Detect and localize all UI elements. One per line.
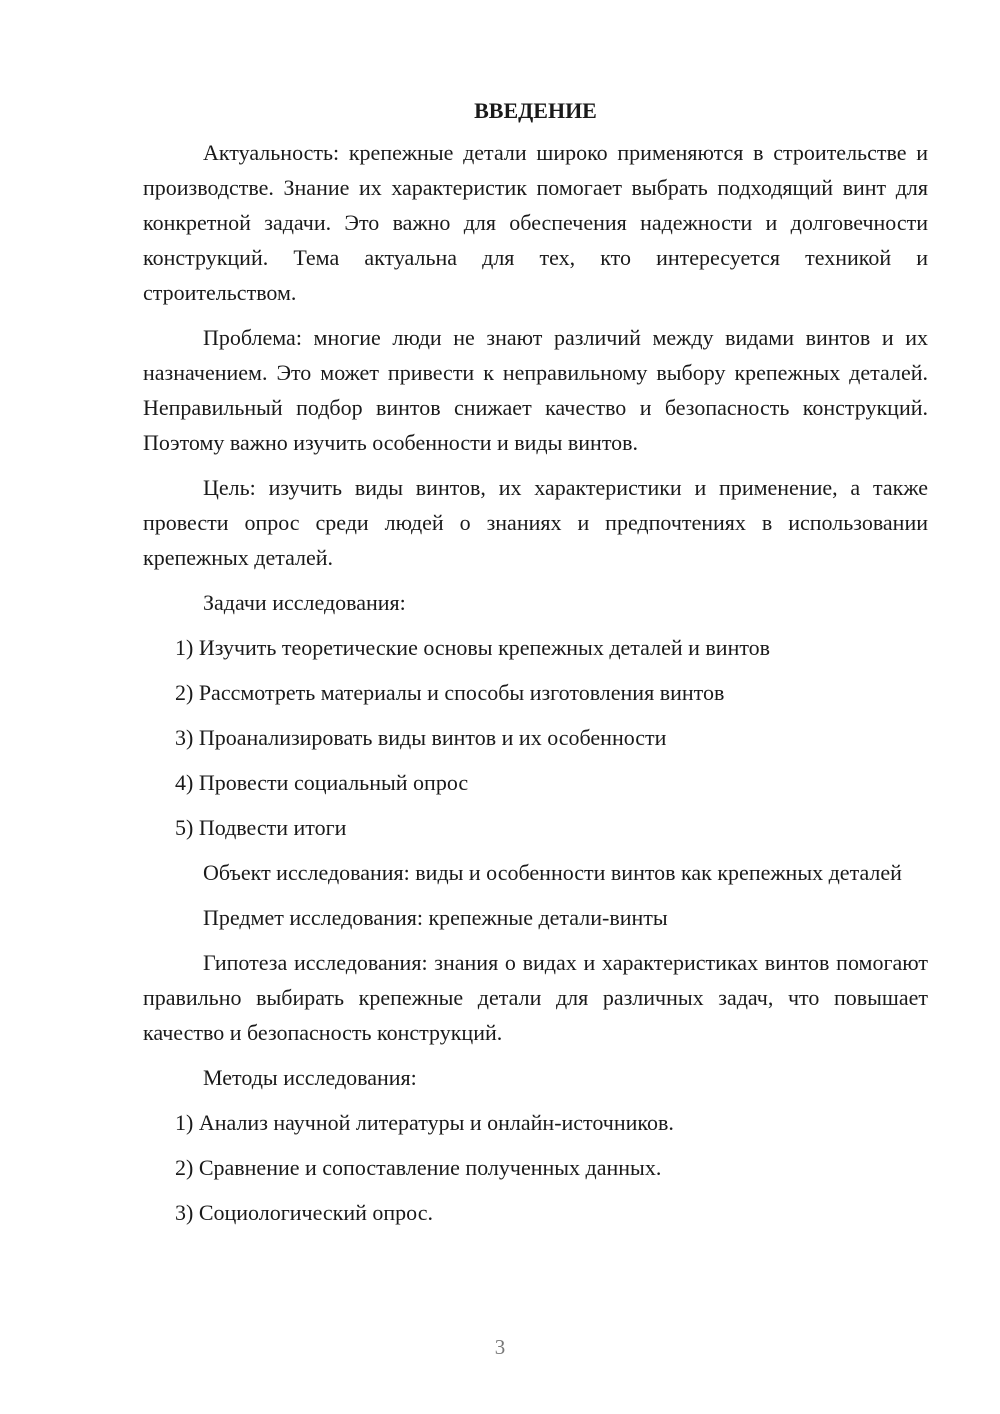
relevance-paragraph: Актуальность: крепежные детали широко применяются в строительстве и производстве. Знание их характеристик помогает выбрать подходящий винт для конкретной задачи. Это важно для обеспечения надежности и долговечности конструкций. Тема актуальна для тех, кто интересуется техникой и строительством. <box>143 140 928 305</box>
page-number: 3 <box>494 1335 506 1359</box>
task-item: 2) Рассмотреть материалы и способы изготовления винтов <box>175 680 725 705</box>
task-item: 5) Подвести итоги <box>175 815 347 840</box>
task-item: 1) Изучить теоретические основы крепежных деталей и винтов <box>175 635 771 660</box>
methods-heading: Методы исследования: <box>203 1065 417 1090</box>
tasks-heading: Задачи исследования: <box>203 590 406 615</box>
section-title: ВВЕДЕНИЕ <box>474 98 597 123</box>
method-item: 2) Сравнение и сопоставление полученных данных. <box>175 1155 662 1180</box>
goal-paragraph: Цель: изучить виды винтов, их характеристики и применение, а также провести опрос среди людей о знаниях и предпочтениях в использовании крепежных деталей. <box>143 475 928 570</box>
task-item: 3) Проанализировать виды винтов и их особенности <box>175 725 667 750</box>
problem-paragraph: Проблема: многие люди не знают различий между видами винтов и их назначением. Это может привести к неправильному выбору крепежных деталей. Неправильный подбор винтов снижает качество и безопасность конструкций. Поэтому важно изучить особенности и виды винтов. <box>143 325 928 455</box>
method-item: 3) Социологический опрос. <box>175 1200 433 1225</box>
task-item: 4) Провести социальный опрос <box>175 770 469 795</box>
subject-paragraph: Предмет исследования: крепежные детали-винты <box>203 905 668 930</box>
object-paragraph: Объект исследования: виды и особенности винтов как крепежных деталей <box>203 860 902 885</box>
page-content <box>143 96 928 1240</box>
method-item: 1) Анализ научной литературы и онлайн-источников. <box>175 1110 674 1135</box>
hypothesis-paragraph: Гипотеза исследования: знания о видах и характеристиках винтов помогают правильно выбирать крепежные детали для различных задач, что повышает качество и безопасность конструкций. <box>143 950 928 1045</box>
